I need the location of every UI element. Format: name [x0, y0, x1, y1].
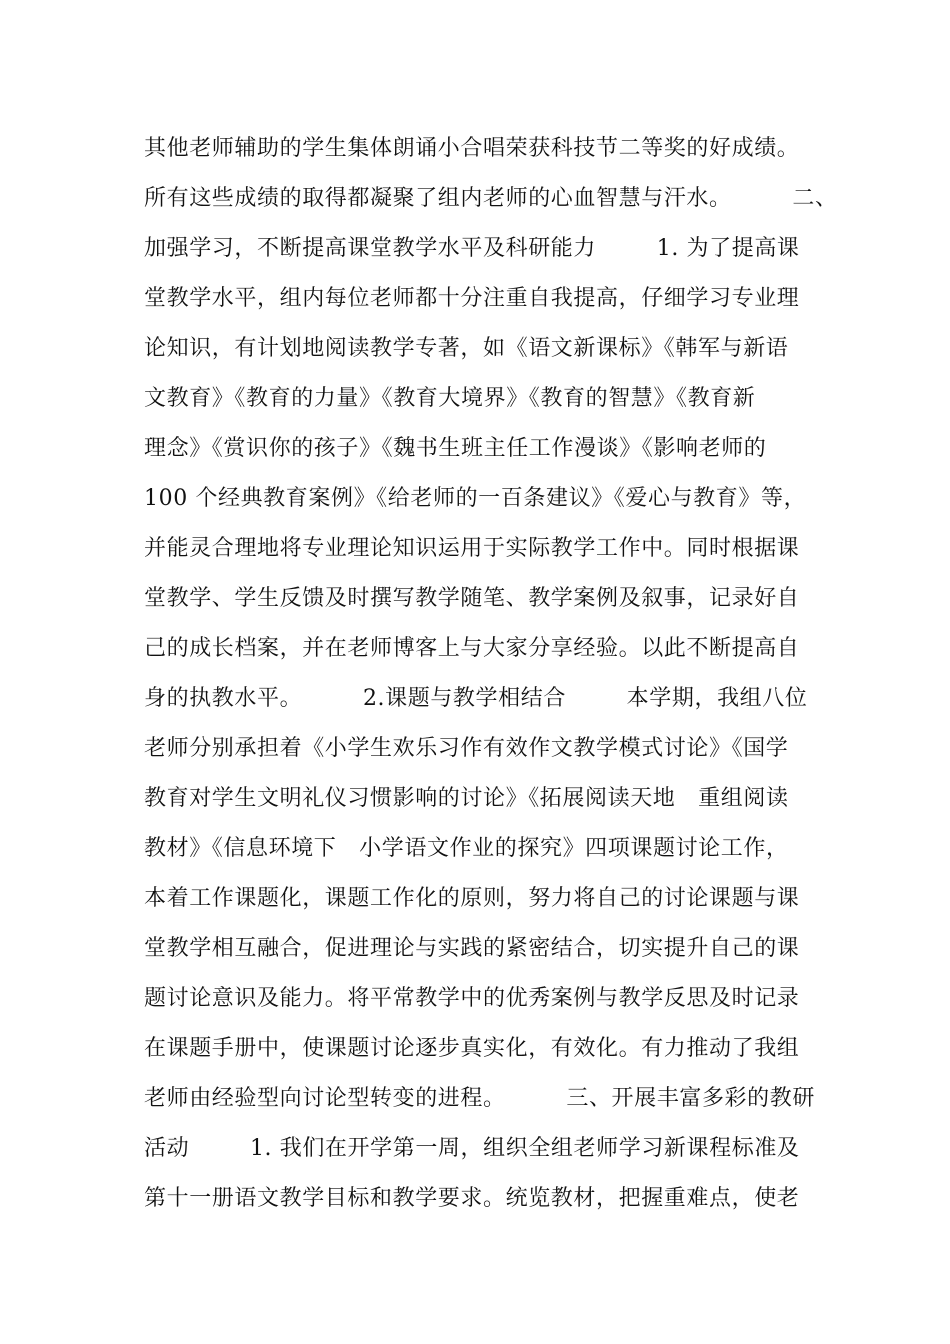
text-line: 在课题手册中，使课题讨论逐步真实化，有效化。有力推动了我组	[144, 1036, 800, 1061]
text-line: 论知识，有计划地阅读教学专著，如《语文新课标》《韩军与新语	[144, 336, 789, 361]
text-line: 堂教学相互融合，促进理论与实践的紧密结合，切实提升自己的课	[144, 936, 800, 961]
text-line: 堂教学、学生反馈及时撰写教学随笔、教学案例及叙事，记录好自	[144, 586, 800, 611]
text-line: 己的成长档案，并在老师博客上与大家分享经验。以此不断提高自	[144, 636, 800, 661]
text-line: 所有这些成绩的取得都凝聚了组内老师的心血智慧与汗水。 二、	[144, 186, 838, 211]
text-line: 本着工作课题化，课题工作化的原则，努力将自己的讨论课题与课	[144, 886, 800, 911]
text-line: 其他老师辅助的学生集体朗诵小合唱荣获科技节二等奖的好成绩。	[144, 136, 800, 161]
text-line: 堂教学水平，组内每位老师都十分注重自我提高，仔细学习专业理	[144, 286, 800, 311]
text-line: 加强学习，不断提高课堂教学水平及科研能力 1. 为了提高课	[144, 236, 800, 261]
text-line: 教育对学生文明礼仪习惯影响的讨论》《拓展阅读天地 重组阅读	[144, 786, 789, 811]
text-line: 老师分别承担着《小学生欢乐习作有效作文教学模式讨论》《国学	[144, 736, 789, 761]
text-line: 并能灵合理地将专业理论知识运用于实际教学工作中。同时根据课	[144, 536, 800, 561]
text-line: 题讨论意识及能力。将平常教学中的优秀案例与教学反思及时记录	[144, 986, 800, 1011]
text-line: 第十一册语文教学目标和教学要求。统览教材，把握重难点，使老	[144, 1186, 800, 1211]
text-line: 活动 1. 我们在开学第一周，组织全组老师学习新课程标准及	[144, 1136, 800, 1161]
text-line: 文教育》《教育的力量》《教育大境界》《教育的智慧》《教育新	[144, 386, 756, 411]
text-line: 老师由经验型向讨论型转变的进程。 三、开展丰富多彩的教研	[144, 1086, 815, 1111]
text-line: 100 个经典教育案例》《给老师的一百条建议》《爱心与教育》等，	[144, 486, 807, 511]
text-line: 教材》《信息环境下 小学语文作业的探究》四项课题讨论工作，	[144, 836, 789, 861]
text-line: 理念》《赏识你的孩子》《魏书生班主任工作漫谈》《影响老师的	[144, 436, 767, 461]
text-line: 身的执教水平。 2.课题与教学相结合 本学期，我组八位	[144, 686, 808, 711]
